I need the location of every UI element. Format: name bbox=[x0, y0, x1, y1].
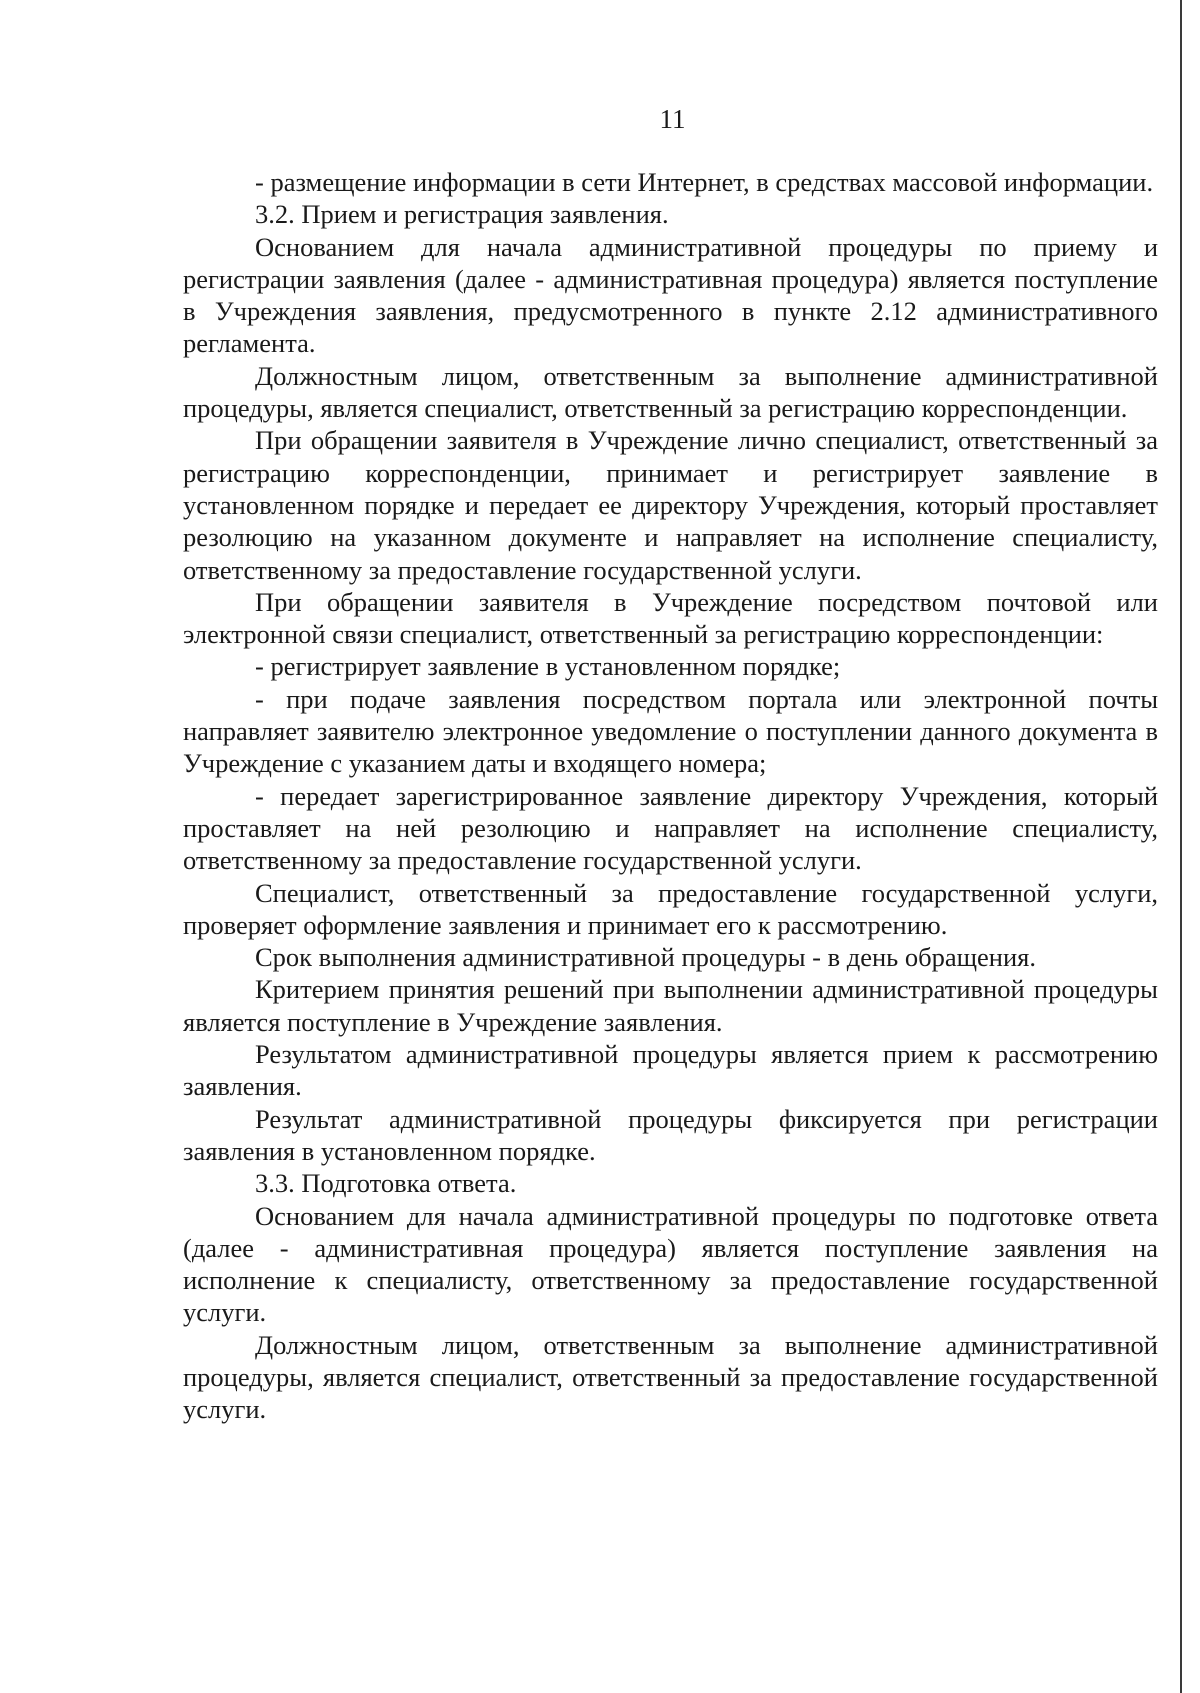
paragraph-deadline: Срок выполнения административной процедуры - в день обращения. bbox=[255, 942, 1036, 973]
list-item-notification: - при подаче заявления посредством портала или электронной почты направляет заявителю электронное уведомление о поступлении данного документа в Учреждение с указанием даты и входящего номера; bbox=[183, 683, 1158, 779]
paragraph-responsible-registration: Должностным лицом, ответственным за выполнение административной процедуры, является специалист, ответственный за регистрацию корреспонденции. bbox=[183, 360, 1158, 424]
paragraph-criterion: Критерием принятия решений при выполнении административной процедуры является поступление в Учреждение заявления. bbox=[183, 974, 1158, 1037]
scan-edge-line bbox=[1180, 0, 1182, 1693]
paragraph-basis-answer: Основанием для начала административной процедуры по подготовке ответа (далее - административная процедура) является поступление заявления на исполнение к специалисту, ответственному за предоставление государственной услуги. bbox=[183, 1200, 1158, 1328]
page-number: 11 bbox=[659, 104, 686, 134]
list-item-transfers: - передает зарегистрированное заявление директору Учреждения, который проставляет на ней резолюцию и направляет на исполнение специалисту, ответственному за предоставление государственной услуги. bbox=[183, 780, 1158, 876]
paragraph-responsible-service: Должностным лицом, ответственным за выполнение административной процедуры, является специалист, ответственный за предоставление государственной услуги. bbox=[183, 1329, 1158, 1425]
paragraph-basis-reception: Основанием для начала административной процедуры по приему и регистрации заявления (далее - административная процедура) является поступление в Учреждения заявления, предусмотренного в пункте 2.12 административного регламента. bbox=[183, 231, 1158, 359]
paragraph-personal-appeal: При обращении заявителя в Учреждение лично специалист, ответственный за регистрацию корреспонденции, принимает и регистрирует заявление в установленном порядке и передает ее директору Учреждения, который проставляет резолюцию на указанном документе и направляет на исполнение специалисту, ответственному за предоставление государственной услуги. bbox=[183, 425, 1158, 585]
document-body bbox=[183, 166, 1158, 1426]
paragraph-result: Результатом административной процедуры является прием к рассмотрению заявления. bbox=[183, 1039, 1158, 1102]
section-heading-3-2: 3.2. Прием и регистрация заявления. bbox=[255, 199, 669, 230]
paragraph-info-internet: - размещение информации в сети Интернет, в средствах массовой информации. bbox=[255, 167, 1154, 197]
paragraph-postal-electronic-appeal: При обращении заявителя в Учреждение посредством почтовой или электронной связи специалист, ответственный за регистрацию корреспонденции: bbox=[183, 586, 1158, 650]
paragraph-result-recorded: Результат административной процедуры фиксируется при регистрации заявления в установленном порядке. bbox=[183, 1103, 1158, 1166]
section-heading-3-3: 3.3. Подготовка ответа. bbox=[255, 1168, 517, 1199]
list-item-registers: - регистрирует заявление в установленном порядке; bbox=[255, 651, 841, 682]
paragraph-specialist-checks: Специалист, ответственный за предоставление государственной услуги, проверяет оформление заявления и принимает его к рассмотрению. bbox=[183, 877, 1158, 940]
